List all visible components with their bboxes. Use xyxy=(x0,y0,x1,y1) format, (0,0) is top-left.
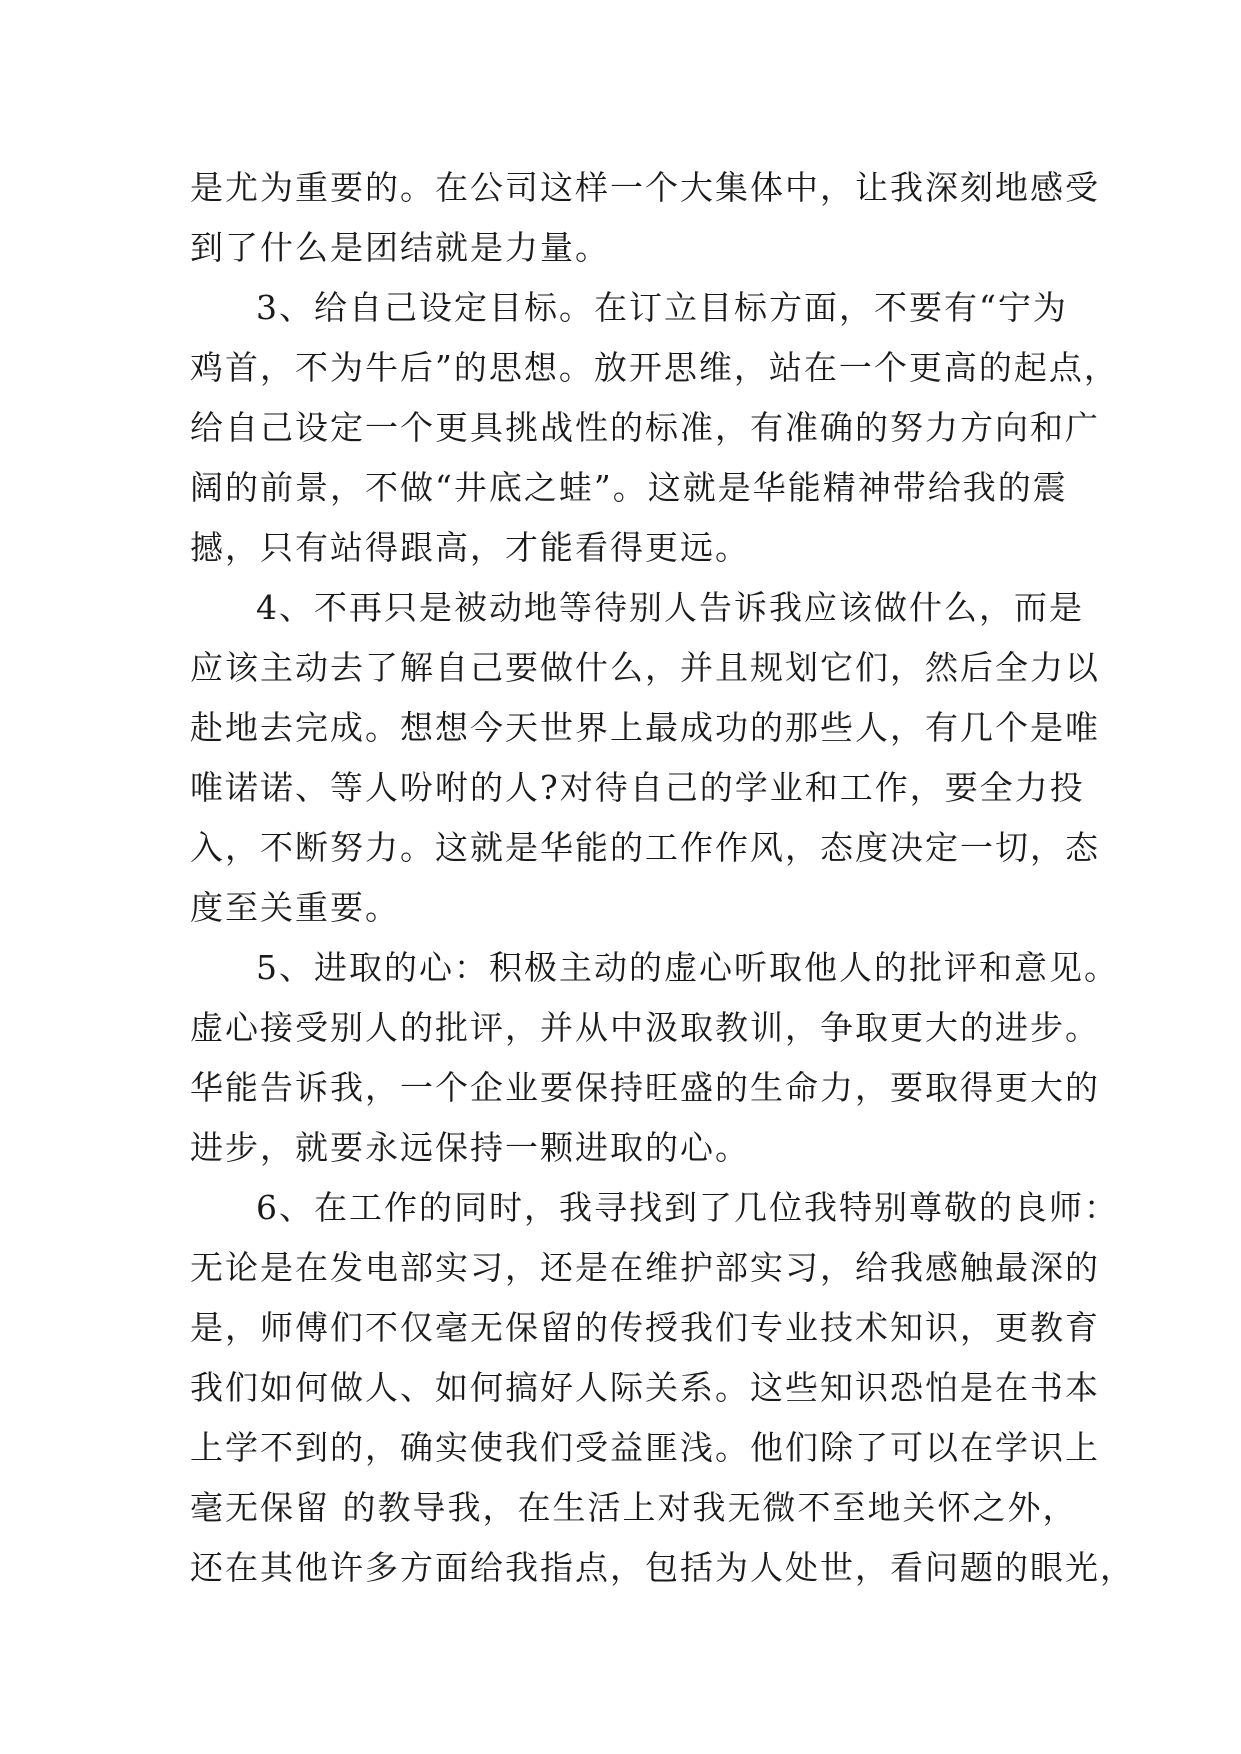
paragraph-3-start: 3、给自己设定目标。在订立目标方面，不要有“宁为 xyxy=(256,288,1068,327)
text-line: 还在其他许多方面给我指点，包括为人处世，看问题的眼光， xyxy=(190,1548,1135,1587)
text-line: 撼，只有站得跟高，才能看得更远。 xyxy=(190,528,750,567)
text-line: 虚心接受别人的批评，并从中汲取教训，争取更大的进步。 xyxy=(190,1008,1100,1047)
text-line: 赴地去完成。想想今天世界上最成功的那些人，有几个是唯 xyxy=(190,708,1100,747)
paragraph-6-start: 6、在工作的同时，我寻找到了几位我特别尊敬的良师： xyxy=(256,1188,1119,1227)
text-line: 鸡首，不为牛后”的思想。放开思维，站在一个更高的起点， xyxy=(190,348,1119,387)
text-line: 华能告诉我，一个企业要保持旺盛的生命力，要取得更大的 xyxy=(190,1068,1100,1107)
paragraph-4-start: 4、不再只是被动地等待别人告诉我应该做什么，而是 xyxy=(256,588,1084,627)
text-line: 阔的前景，不做“井底之蛙”。这就是华能精神带给我的震 xyxy=(190,468,1068,507)
paragraph-5-start: 5、进取的心：积极主动的虚心听取他人的批评和意见。 xyxy=(256,948,1119,987)
text-line: 毫无保留 的教导我，在生活上对我无微不至地关怀之外， xyxy=(190,1488,1078,1527)
text-line: 无论是在发电部实习，还是在维护部实习，给我感触最深的 xyxy=(190,1248,1100,1287)
text-line: 到了什么是团结就是力量。 xyxy=(190,228,610,267)
text-line: 给自己设定一个更具挑战性的标准，有准确的努力方向和广 xyxy=(190,408,1100,447)
text-line: 唯诺诺、等人吩咐的人?对待自己的学业和工作，要全力投 xyxy=(190,768,1085,807)
text-line: 进步，就要永远保持一颗进取的心。 xyxy=(190,1128,750,1167)
text-line: 我们如何做人、如何搞好人际关系。这些知识恐怕是在书本 xyxy=(190,1368,1100,1407)
text-line: 是，师傅们不仅毫无保留的传授我们专业技术知识，更教育 xyxy=(190,1308,1100,1347)
text-line: 入，不断努力。这就是华能的工作作风，态度决定一切，态 xyxy=(190,828,1100,867)
text-line: 应该主动去了解自己要做什么，并且规划它们，然后全力以 xyxy=(190,648,1100,687)
body-text xyxy=(190,158,1135,1598)
text-line: 上学不到的，确实使我们受益匪浅。他们除了可以在学识上 xyxy=(190,1428,1100,1467)
text-line: 是尤为重要的。在公司这样一个大集体中，让我深刻地感受 xyxy=(190,168,1100,207)
text-line: 度至关重要。 xyxy=(190,888,400,927)
